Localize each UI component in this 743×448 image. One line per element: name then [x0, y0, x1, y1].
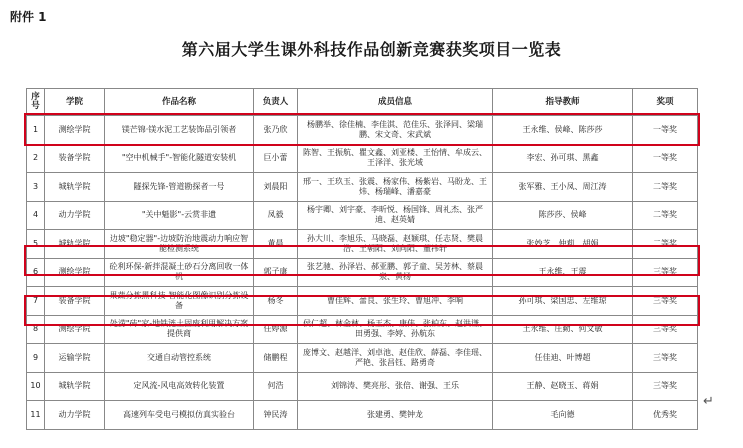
cell-members: 张艺驰、孙泽岩、郝亚鹏、郭子童、吴芳林、蔡晨泉、黄杨	[298, 258, 493, 287]
cell-members: 刘锦涛、樊亮彤、张倍、谢强、王乐	[298, 372, 493, 401]
cell-leader: 郭子康	[254, 258, 298, 287]
cell-leader: 任婷源	[254, 315, 298, 344]
cell-college: 装备学院	[45, 144, 105, 173]
table-row	[27, 401, 698, 430]
cell-leader: 巨小蕾	[254, 144, 298, 173]
cell-members: 杨鹏举、徐佳楠、李佳淇、范佳乐、张泽同、梁瑞鹏、宋文奇、宋武斌	[298, 116, 493, 145]
cell-work: 砼利环保-新拌混凝土砂石分离回收一体机	[105, 258, 254, 287]
table-row	[27, 372, 698, 401]
cell-leader: 张乃欣	[254, 116, 298, 145]
cell-award: 二等奖	[633, 173, 698, 202]
attachment-label: 附件 1	[10, 10, 47, 24]
cell-seq: 11	[27, 401, 45, 430]
cell-work: 边坡"稳定器"-边坡防治地震动力响应智能检测系统	[105, 230, 254, 259]
cell-award: 优秀奖	[633, 401, 698, 430]
header-members: 成员信息	[298, 89, 493, 116]
table-row	[27, 144, 698, 173]
cell-leader: 凤毅	[254, 201, 298, 230]
cell-award: 三等奖	[633, 315, 698, 344]
cell-college: 装备学院	[45, 287, 105, 316]
cell-seq: 10	[27, 372, 45, 401]
cell-seq: 7	[27, 287, 45, 316]
cell-work: 交通自动管控系统	[105, 344, 254, 373]
table-body	[27, 116, 698, 430]
cell-members: 侯仁超、林金林、杨玉杰、康伟、张柏东、赵洪谦、田勇强、李婷、孙航东	[298, 315, 493, 344]
table-row	[27, 230, 698, 259]
cell-advisor: 张军雅、王小凤、周江涛	[493, 173, 633, 202]
cell-leader: 储鹏程	[254, 344, 298, 373]
cell-members: 邢一、王玖玉、张震、杨家伟、杨紫岩、马盼龙、王炜、杨瑞峰、潘嘉豪	[298, 173, 493, 202]
cell-advisor: 王永维、王震	[493, 258, 633, 287]
table-row	[27, 344, 698, 373]
table-row	[27, 201, 698, 230]
cell-seq: 6	[27, 258, 45, 287]
cell-seq: 9	[27, 344, 45, 373]
cell-members: 曹佳辉、蕾良、张生玲、曹旭冲、李响	[298, 287, 493, 316]
cell-award: 二等奖	[633, 230, 698, 259]
cell-leader: 杨冬	[254, 287, 298, 316]
cell-work: "关中魁影"-云赏非遗	[105, 201, 254, 230]
cell-seq: 4	[27, 201, 45, 230]
cell-work: 高速列车受电弓模拟仿真实验台	[105, 401, 254, 430]
cell-work: 定风流-风电高效转化装置	[105, 372, 254, 401]
header-seq: 序号	[27, 89, 45, 116]
cell-award: 三等奖	[633, 258, 698, 287]
cell-college: 运输学院	[45, 344, 105, 373]
cell-seq: 1	[27, 116, 45, 145]
cell-leader: 钟民涛	[254, 401, 298, 430]
cell-leader: 黄晨	[254, 230, 298, 259]
cell-advisor: 王永维、侯峰、陈莎莎	[493, 116, 633, 145]
header-leader: 负责人	[254, 89, 298, 116]
cell-advisor: 毛向德	[493, 401, 633, 430]
cell-work: 隧探先锋-管道勘探者一号	[105, 173, 254, 202]
cell-seq: 3	[27, 173, 45, 202]
cell-members: 张建勇、樊钟龙	[298, 401, 493, 430]
award-table	[26, 88, 698, 430]
cell-work: "空中机械手"-智能化隧道安装机	[105, 144, 254, 173]
cell-leader: 何浩	[254, 372, 298, 401]
cell-advisor: 孙可琪、梁国忠、左维琼	[493, 287, 633, 316]
cell-award: 一等奖	[633, 144, 698, 173]
paragraph-mark-icon: ↵	[703, 394, 714, 409]
cell-work: 镁芒锦·镁水泥工艺装饰品引领者	[105, 116, 254, 145]
cell-college: 测绘学院	[45, 116, 105, 145]
cell-award: 二等奖	[633, 201, 698, 230]
table-row	[27, 315, 698, 344]
cell-advisor: 王永维、庄勤、何文敏	[493, 315, 633, 344]
cell-work: 果蔬分拣黑科技-智能化图像识别分拣设备	[105, 287, 254, 316]
header-college: 学院	[45, 89, 105, 116]
cell-college: 城轨学院	[45, 173, 105, 202]
table-row	[27, 258, 698, 287]
cell-college: 动力学院	[45, 401, 105, 430]
cell-members: 孙大川、李旭乐、马晓磊、赵颖琪、任志贤、樊晨浩、王朝阳、刘向阳、董祎轩	[298, 230, 493, 259]
cell-work: 处涝"砖"家-地铁涟土固废利用解决方案提供商	[105, 315, 254, 344]
cell-college: 动力学院	[45, 201, 105, 230]
cell-seq: 8	[27, 315, 45, 344]
cell-advisor: 王静、赵晓玉、蒋娟	[493, 372, 633, 401]
cell-members: 杨宇卿、刘宇豪、李昕悦、杨国锋、周礼杰、张严迪、赵英婧	[298, 201, 493, 230]
table-row	[27, 116, 698, 145]
header-advisor: 指导教师	[493, 89, 633, 116]
cell-college: 测绘学院	[45, 258, 105, 287]
cell-award: 三等奖	[633, 287, 698, 316]
cell-advisor: 陈莎莎、侯峰	[493, 201, 633, 230]
cell-leader: 刘晨阳	[254, 173, 298, 202]
table-header-row	[27, 89, 698, 116]
cell-members: 庞博文、赵越洋、刘卓池、赵佳欣、薛磊、李佳瑶、严艳、张昌钰、路勇奇	[298, 344, 493, 373]
cell-college: 城轨学院	[45, 230, 105, 259]
cell-seq: 2	[27, 144, 45, 173]
cell-award: 三等奖	[633, 372, 698, 401]
cell-award: 三等奖	[633, 344, 698, 373]
document-title: 第六届大学生课外科技作品创新竞赛获奖项目一览表	[181, 40, 562, 59]
table-row	[27, 287, 698, 316]
cell-college: 城轨学院	[45, 372, 105, 401]
header-award: 奖项	[633, 89, 698, 116]
cell-advisor: 张妙芝、仲莉、胡娟	[493, 230, 633, 259]
cell-members: 陈智、王振航、瞿文鑫、刘亚楼、王怡情、牟成云、王泽洋、张光域	[298, 144, 493, 173]
cell-seq: 5	[27, 230, 45, 259]
cell-advisor: 李宏、孙可琪、黑鑫	[493, 144, 633, 173]
cell-advisor: 任佳迪、叶博超	[493, 344, 633, 373]
table-row	[27, 173, 698, 202]
header-work: 作品名称	[105, 89, 254, 116]
cell-award: 一等奖	[633, 116, 698, 145]
cell-college: 测绘学院	[45, 315, 105, 344]
